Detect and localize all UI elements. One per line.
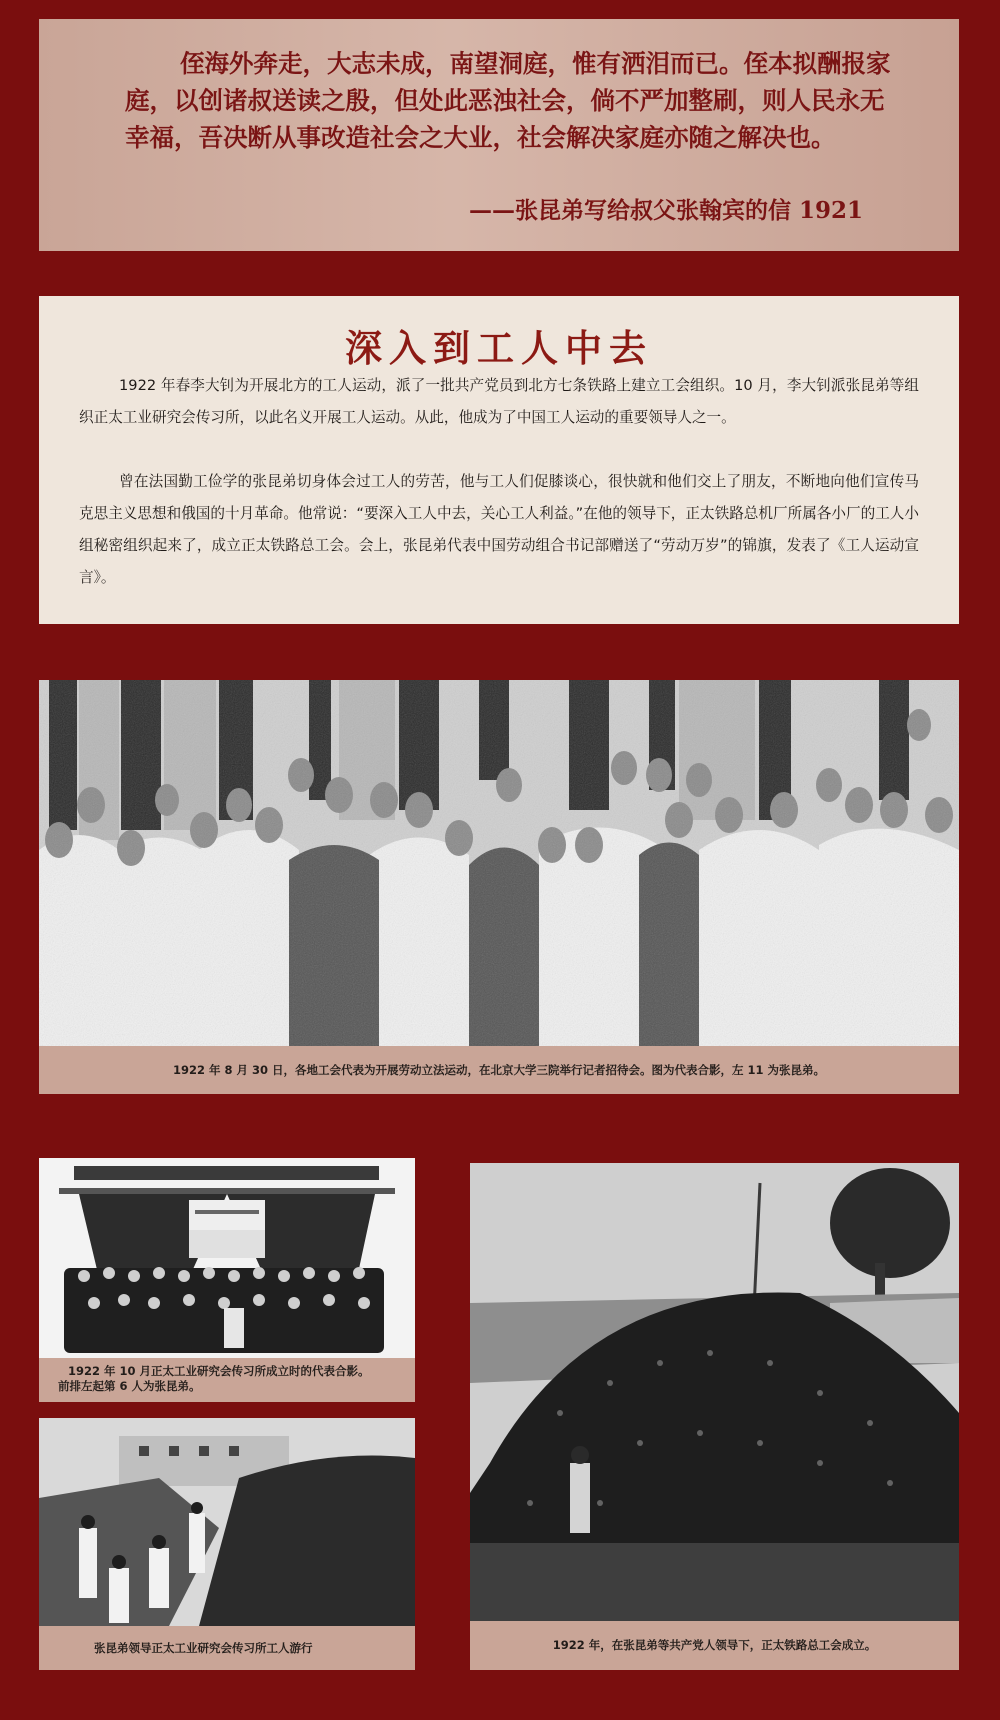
march-photo-caption: 张昆弟领导正太工业研究会传习所工人游行: [39, 1626, 415, 1670]
quote-panel: [39, 19, 959, 251]
march-photo-image: [39, 1418, 415, 1626]
article-title: 深入到工人中去: [345, 327, 653, 370]
institute-photo-caption: [39, 1358, 415, 1402]
union-photo: [470, 1163, 959, 1621]
union-photo-image: [470, 1163, 959, 1621]
institute-photo-image: [39, 1158, 415, 1358]
institute-caption-line-1: 1922 年 10 月正太工业研究会传习所成立时的代表合影。: [68, 1364, 370, 1378]
article-paragraph: 1922 年春李大钊为开展北方的工人运动，派了一批共产党员到北方七条铁路上建立工会组织。10 月，李大钊派张昆弟等组织正太工业研究会传习所，以此名义开展工人运动。从此，他成为了中国工人运动的重要领导人之一。: [79, 377, 919, 426]
institute-photo: [39, 1158, 415, 1358]
article-paragraph: 曾在法国勤工俭学的张昆弟切身体会过工人的劳苦，他与工人们促膝谈心，很快就和他们交上了朋友，不断地向他们宣传马克思主义思想和俄国的十月革命。他常说：“要深入工人中去，关心工人利益。”在他的领导下，正太铁路总机厂所属各小厂的工人小组秘密组织起来了，成立正太铁路总工会。会上，张昆弟代表中国劳动组合书记部赠送了“劳动万岁”的锦旗，发表了《工人运动宣言》。: [79, 473, 919, 586]
article-panel: [39, 296, 959, 624]
union-photo-caption: 1922 年，在张昆弟等共产党人领导下，正太铁路总工会成立。: [470, 1621, 959, 1670]
institute-caption-line-2: 前排左起第 6 人为张昆弟。: [58, 1379, 201, 1393]
group-photo: [39, 680, 959, 1046]
group-photo-caption: 1922 年 8 月 30 日，各地工会代表为开展劳动立法运动，在北京大学三院举行记者招待会。图为代表合影，左 11 为张昆弟。: [39, 1046, 959, 1094]
march-photo: [39, 1418, 415, 1626]
quote-text: 侄海外奔走，大志未成，南望洞庭，惟有洒泪而已。侄本拟酬报家庭，以创诸叔送读之殷，但处此恶浊社会，倘不严加整刷，则人民永无幸福，吾决断从事改造社会之大业，社会解决家庭亦随之解决也。: [125, 49, 891, 152]
quote-source: ——张昆弟写给叔父张翰宾的信 1921: [468, 197, 863, 224]
group-photo-image: [39, 680, 959, 1046]
